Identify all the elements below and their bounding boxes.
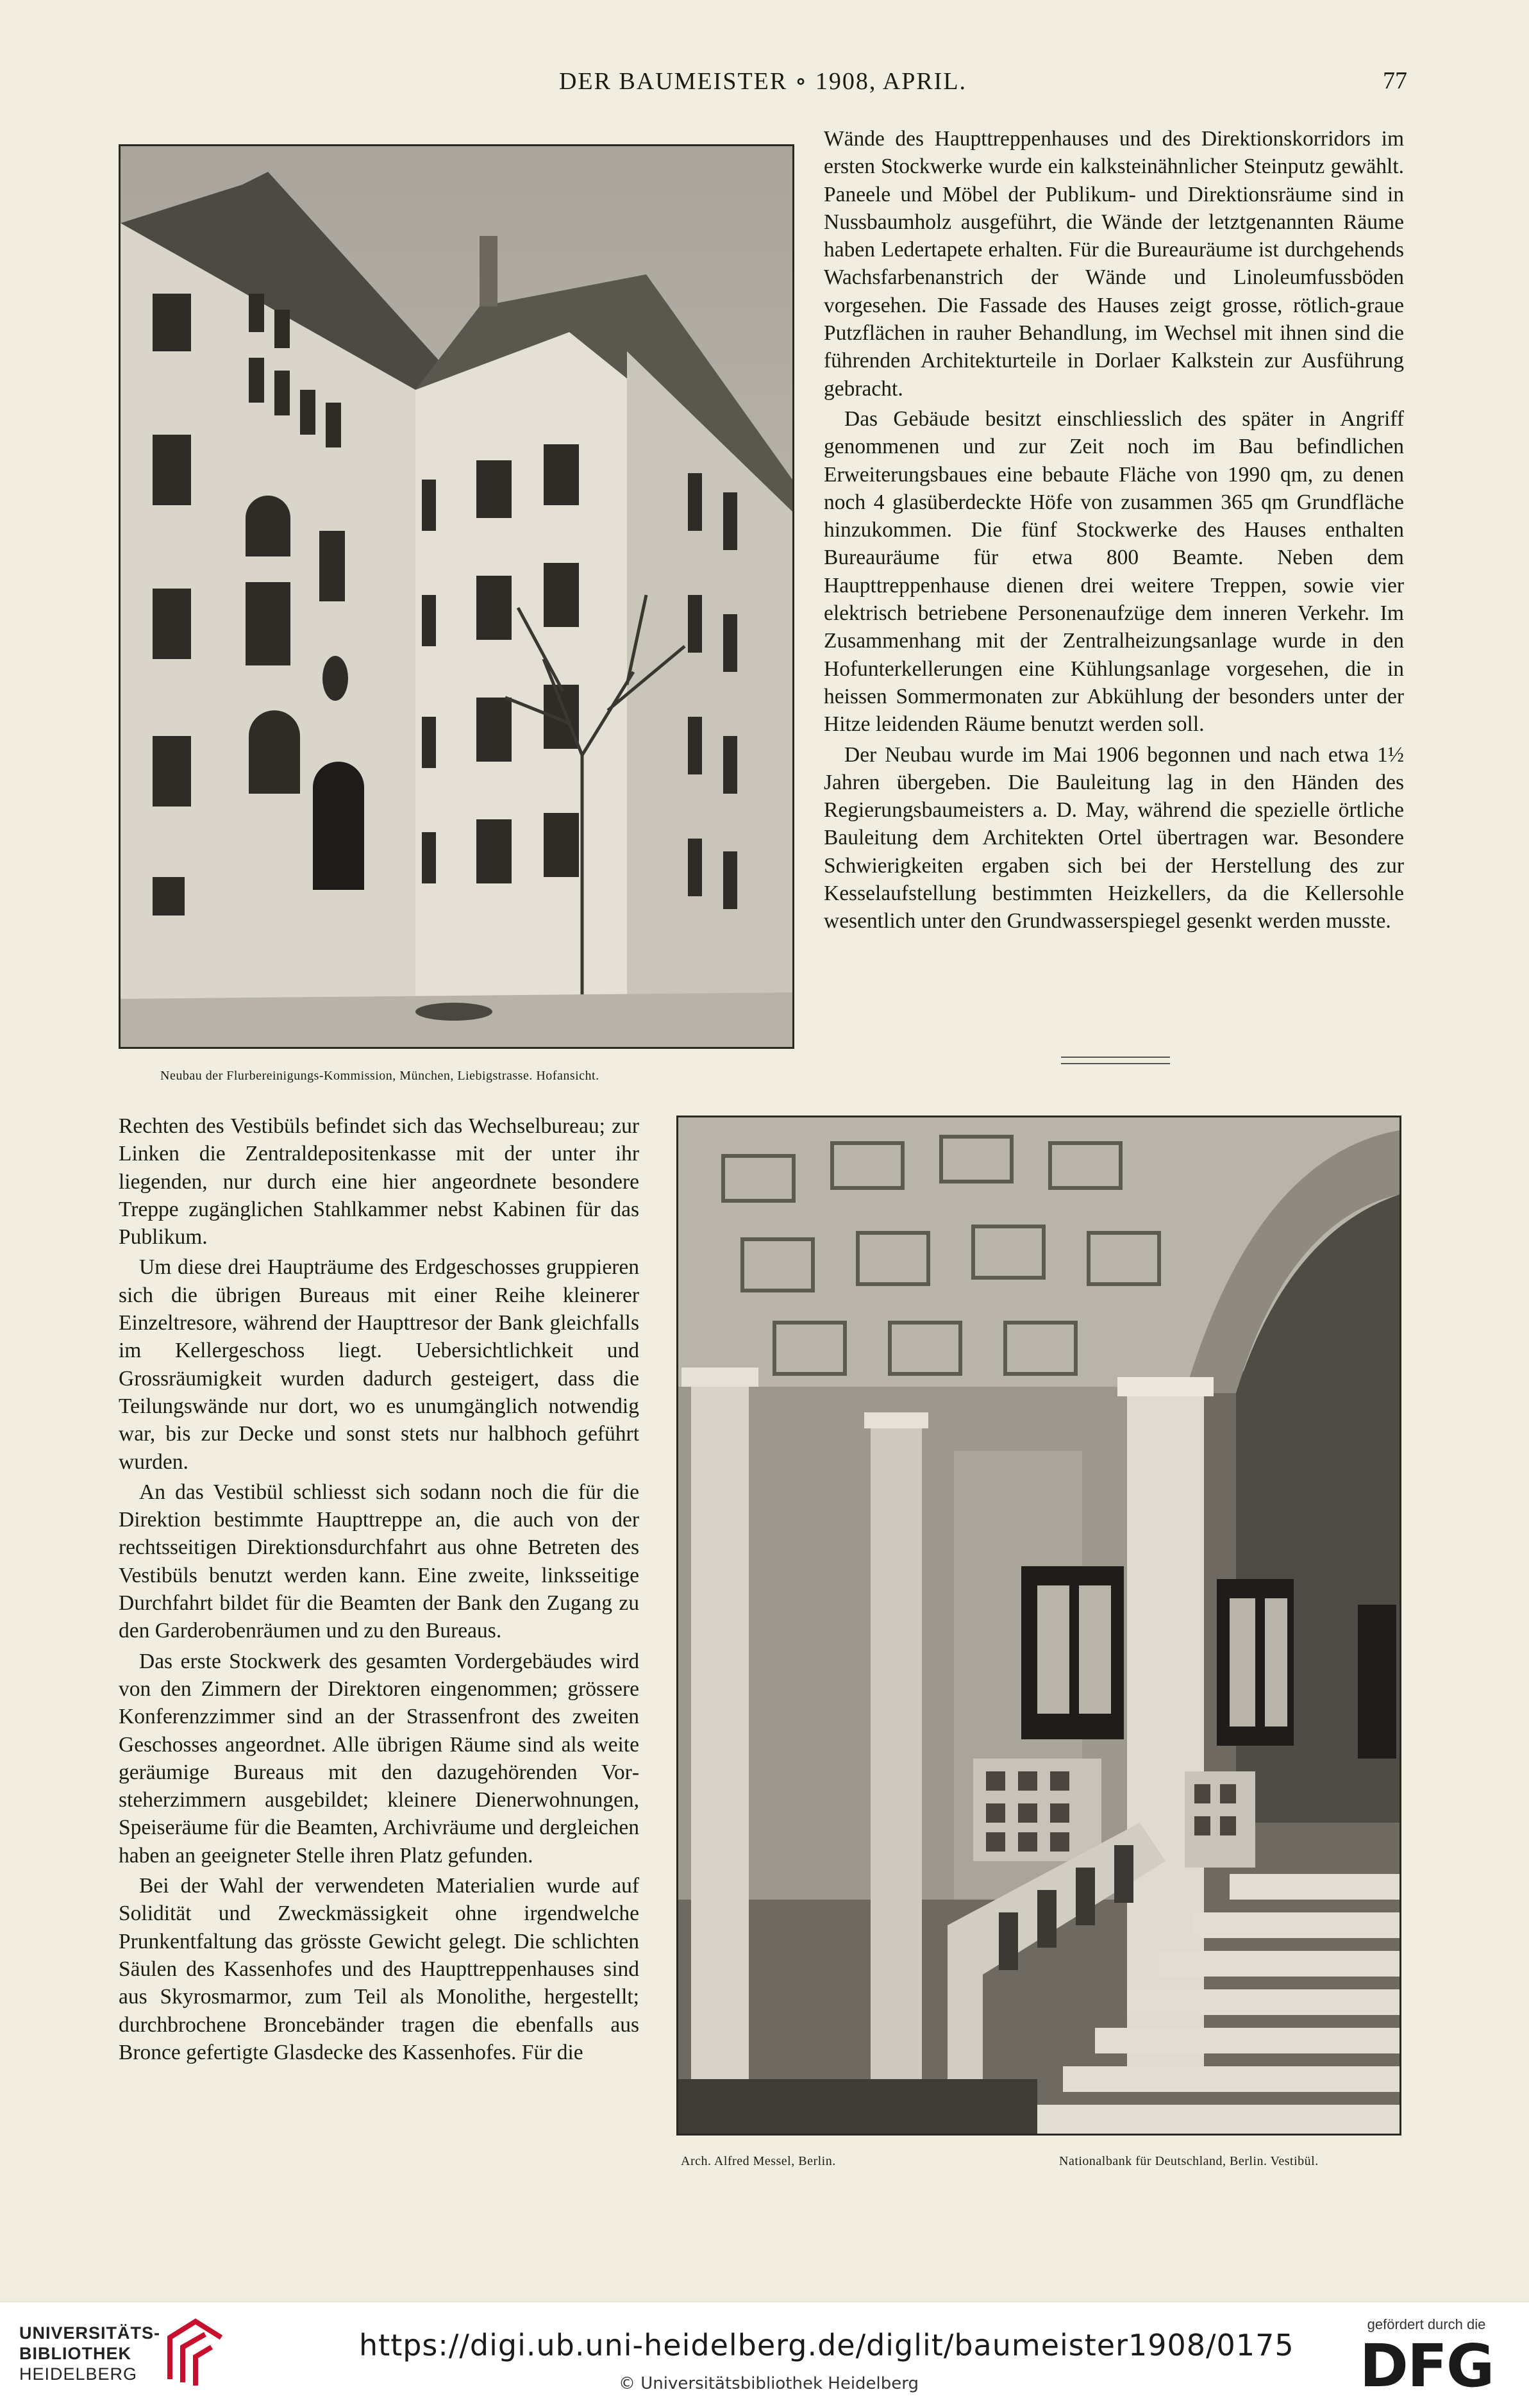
library-name-line1: UNIVERSITÄTS- xyxy=(19,2323,161,2343)
left-paragraph-2: Um diese drei Haupträume des Erdgeschosses gruppieren sich die übrigen Bureaus mit einer Reihe kleinerer Einzeltresore, während der Haupttresor der Bank gleichfalls im Kellergeschoss liegt. Uebersichtlichkeit und Grossräumigkeit wurden dadurch gesteigert, dass die Teilungswände nur dort, wo es unumgänglich notwendig war, bis zur Decke und sonst stets nur halbhoch geführt wurden. xyxy=(119,1255,639,1474)
library-emblem-icon xyxy=(157,2318,228,2389)
running-header xyxy=(119,64,1407,103)
copyright-notice: © Universitätsbibliothek Heidelberg xyxy=(619,2374,919,2393)
funding-note: gefördert durch die xyxy=(1367,2316,1486,2332)
right-column-text xyxy=(824,125,1404,935)
library-name-line2: BIBLIOTHEK xyxy=(19,2344,131,2363)
vestibule-photo xyxy=(676,1116,1401,2136)
digital-library-footer xyxy=(0,2302,1529,2408)
journal-title: DER BAUMEISTER ∘ 1908, APRIL. xyxy=(558,68,967,95)
figure2-caption-architect: Arch. Alfred Messel, Berlin. xyxy=(681,2154,836,2168)
page-number: 77 xyxy=(1383,67,1407,94)
university-library-logo[interactable] xyxy=(19,2318,224,2389)
section-divider xyxy=(1061,1057,1170,1064)
dfg-logo[interactable]: DFG xyxy=(1359,2332,1494,2400)
vestibule-photo-illustration xyxy=(678,1117,1399,2134)
figure2-caption-title: Nationalbank für Deutschland, Berlin. Vestibül. xyxy=(1059,2154,1319,2168)
left-paragraph-5: Bei der Wahl der verwendeten Materialien wurde auf Solidität und Zweckmässigkeit ohne irgendwelche Prunkentfaltung das grösste Gewicht gelegt. Die schlichten Säulen des Kassenhofes und des Haupttreppenhauses sind aus Skyrosmarmor, zum Teil als Monolithe, hergestellt; durchbrochene Broncebänder tragen die ebenfalls aus Bronce gefertigte Glasdecke des Kassenhofes. Für die xyxy=(119,1874,639,2064)
permalink-url[interactable]: https://digi.ub.uni-heidelberg.de/diglit/baumeister1908/0175 xyxy=(359,2328,1294,2362)
right-paragraph-2: Das Gebäude besitzt einschliesslich des später in Angriff genommenen und zur Zeit noch im Bau befindlichen Erweiterungsbaues eine bebaute Fläche von 1990 qm, zu denen noch 4 glasüberdeckte Höfe von zusammen 365 qm Grundfläche hinzukommen. Die fünf Stockwerke des Hauses enthalten Bureauräume für etwa 800 Beamte. Neben dem Haupttreppenhause dienen drei weitere Treppen, sowie vier elektrisch betriebene Personenaufzüge dem inneren Verkehr. Im Zusammenhang mit der Zentralheizungsanlage wurde in den Hofunterkellerungen eine Kühlungsanlage vorgesehen, die in heissen Sommermonaten zur Abkühlung der besonders unter der Hitze leidenden Räume benutzt werden soll. xyxy=(824,406,1404,737)
right-paragraph-1: Wände des Haupttreppenhauses und des Direktionskorridors im ersten Stockwerke wurde ein kalksteinähnlicher Steinputz gewählt. Paneele und Möbel der Publikum- und Direktionsräume sind in Nussbaumholz ausgeführt, die Wände der letztgenannten Räume haben Ledertapete erhalten. Für die Bureauräume ist durchgehends Wachsfarbenanstrich der Wände und Linoleumfussböden vorgesehen. Die Fassade des Hauses zeigt grosse, rötlich-graue Putzflächen in rauher Behandlung, im Wechsel mit ihnen sind die führenden Architekturteile in Dorlaer Kalkstein zur Ausführung gebracht. xyxy=(824,127,1404,401)
left-paragraph-3: An das Vestibül schliesst sich sodann noch die für die Direktion bestimmte Haupttreppe an, die auch von der rechtsseitigen Direktionsdurchfahrt aus ohne Betreten des Vestibüls benutzt werden kann. Eine zweite, linksseitige Durchfahrt bildet für die Beamten der Bank den Zugang zu den Garderobenräumen und zu den Bureaus. xyxy=(119,1480,639,1643)
left-column-text xyxy=(119,1112,639,2066)
library-name-line3: HEIDELBERG xyxy=(19,2364,138,2384)
building-courtyard-photo xyxy=(119,144,794,1049)
left-paragraph-4: Das erste Stockwerk des gesamten Vordergebäudes wird von den Zimmern der Direktoren eingenommen; grössere Konferenzzimmer sind an der Strassenfront des zweiten Geschosses angeordnet. Alle übrigen Räume sind als weite geräumige Bureaus mit den dazugehörenden Vorsteherzimmern ausgebildet; kleinere Dienerwohnungen, Speiseräume für die Beamten, Archivräume und dergleichen haben an geeigneter Stelle ihren Platz gefunden. xyxy=(119,1649,639,1868)
figure1-caption: Neubau der Flurbereinigungs-Kommission, München, Liebigstrasse. Hofansicht. xyxy=(160,1069,599,1083)
left-paragraph-1: Rechten des Vestibüls befindet sich das Wechselbureau; zur Linken die Zentraldepositenkasse mit der unter ihr liegenden, nur durch eine hier angeordnete besondere Treppe zugänglichen Stahlkammer nebst Kabinen für das Publikum. xyxy=(119,1114,639,1250)
right-paragraph-3: Der Neubau wurde im Mai 1906 begonnen und nach etwa 1½ Jahren übergeben. Die Bauleitung lag in den Händen des Regierungsbaumeisters a. D. May, während die spezielle örtliche Bauleitung dem Architekten Ortel übertragen war. Besondere Schwierigkeiten ergaben sich bei der Herstellung des zur Kesselaufstellung bestimmten Heizkellers, da die Kellersohle wesentlich unter den Grundwasserspiegel gesenkt werden musste. xyxy=(824,742,1404,933)
building-photo-illustration xyxy=(121,146,792,1047)
